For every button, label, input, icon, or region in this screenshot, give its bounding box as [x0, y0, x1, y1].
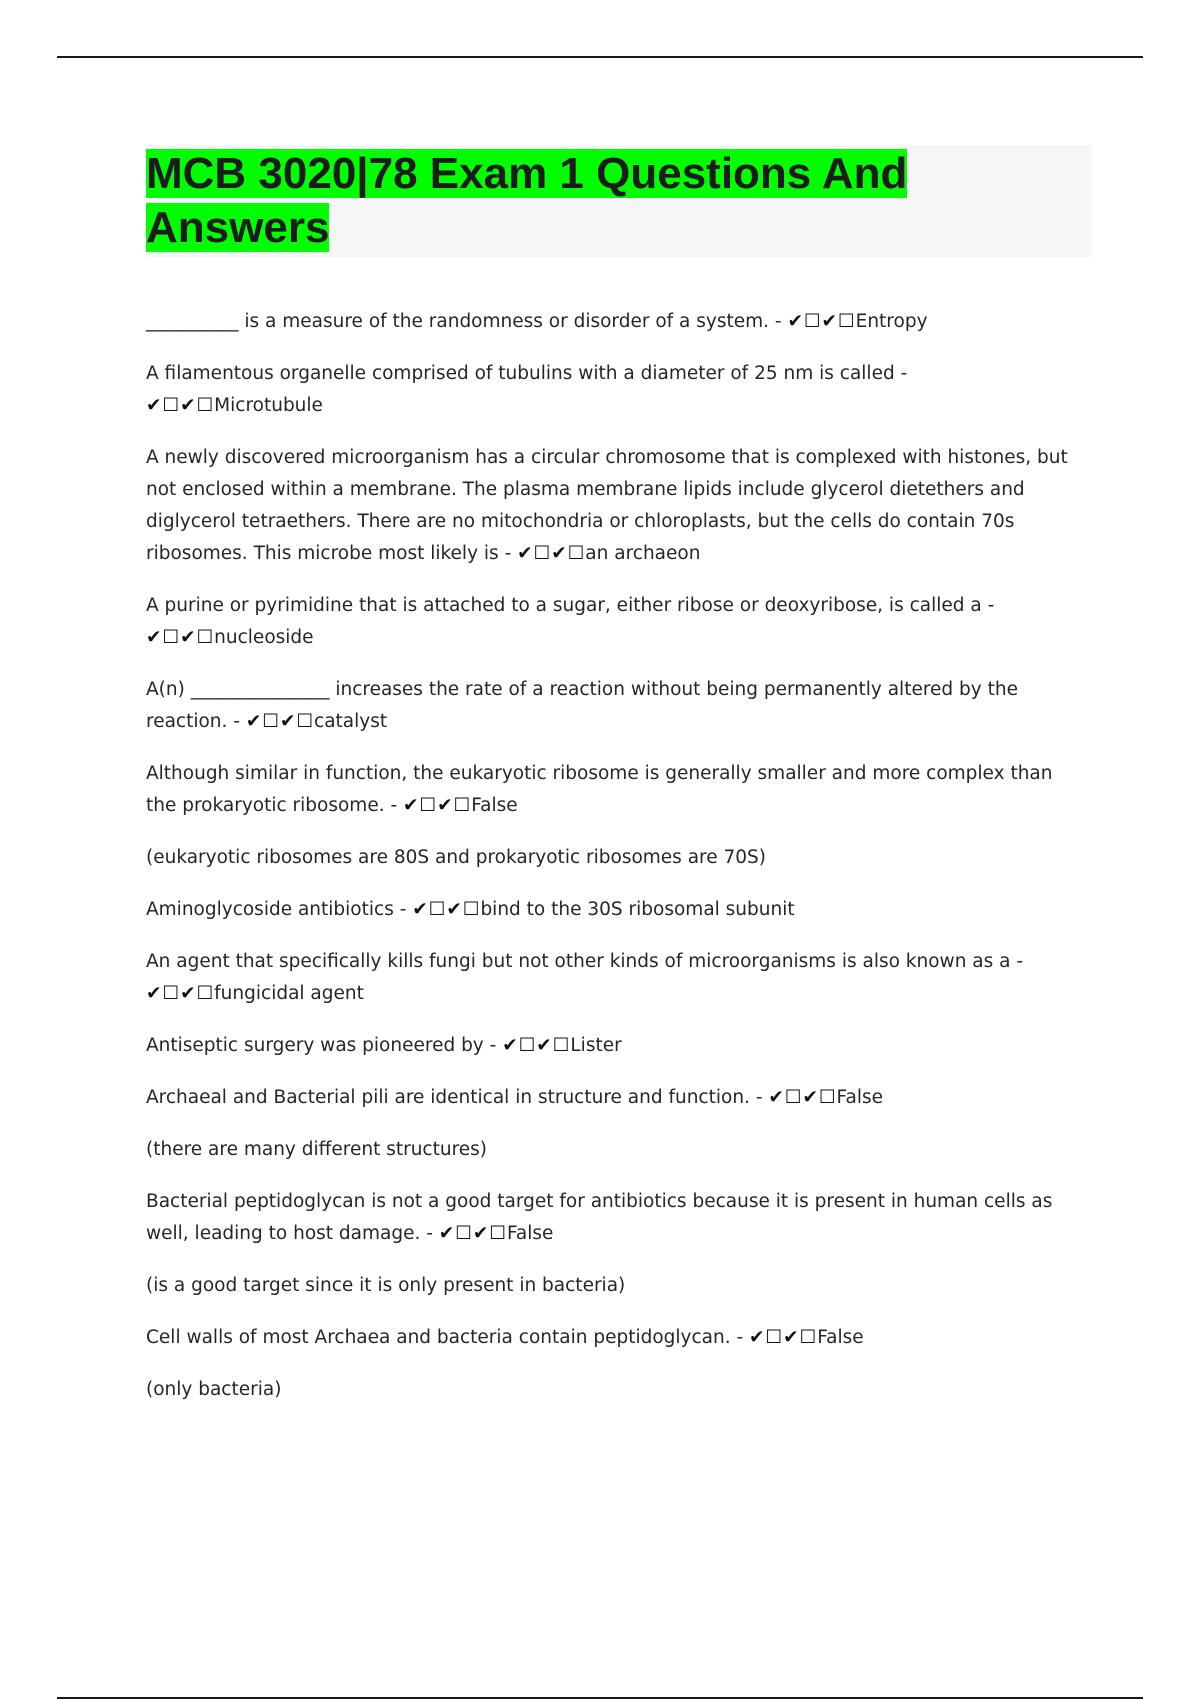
separator: - — [483, 1035, 503, 1056]
answer-text: bind to the 30S ribosomal subunit — [480, 899, 795, 920]
title-band — [146, 145, 1092, 257]
separator: - — [894, 363, 908, 384]
answer-note: (is a good target since it is only present in bacteria) — [146, 1275, 626, 1296]
separator: - — [981, 595, 995, 616]
answer-text: fungicidal agent — [214, 983, 364, 1004]
answer-check-icon: ✔☐✔☐ — [438, 1223, 507, 1244]
question-text: A filamentous organelle comprised of tubulins with a diameter of 25 nm is called — [146, 363, 895, 384]
answer-check-icon: ✔☐✔☐ — [768, 1087, 837, 1108]
qa-list — [146, 306, 1086, 1426]
answer-text: an archaeon — [585, 543, 701, 564]
answer-text: False — [836, 1087, 883, 1108]
qa-item — [146, 674, 1086, 738]
answer-check-icon: ✔☐✔☐ — [146, 627, 215, 648]
qa-item — [146, 1082, 1086, 1114]
answer-text: Lister — [570, 1035, 622, 1056]
separator: - — [420, 1223, 439, 1244]
page-title-text: MCB 3020|78 Exam 1 Questions And Answers — [146, 149, 908, 252]
answer-check-icon: ✔☐✔☐ — [146, 395, 215, 416]
question-text: __________ is a measure of the randomness or disorder of a system. — [146, 311, 770, 332]
answer-text: catalyst — [314, 711, 388, 732]
answer-note: (eukaryotic ribosomes are 80S and prokaryotic ribosomes are 70S) — [146, 847, 766, 868]
qa-item — [146, 442, 1086, 570]
answer-text: False — [817, 1327, 864, 1348]
question-text: An agent that specifically kills fungi but not other kinds of microorganisms is also known as a — [146, 951, 1011, 972]
separator: - — [769, 311, 788, 332]
separator: - — [730, 1327, 750, 1348]
qa-item — [146, 1030, 1086, 1062]
answer-text: False — [471, 795, 518, 816]
separator: - — [384, 795, 404, 816]
answer-text: Entropy — [855, 311, 928, 332]
answer-check-icon: ✔☐✔☐ — [517, 543, 586, 564]
qa-item — [146, 758, 1086, 822]
answer-check-icon: ✔☐✔☐ — [245, 711, 315, 732]
separator: - — [1010, 951, 1024, 972]
top-rule — [57, 56, 1143, 58]
qa-item — [146, 894, 1086, 926]
separator: - — [749, 1087, 769, 1108]
qa-item — [146, 1186, 1086, 1250]
answer-text: Microtubule — [214, 395, 323, 416]
answer-check-icon: ✔☐✔☐ — [403, 795, 472, 816]
question-text: Bacterial peptidoglycan is not a good target for antibiotics because it is present in human cells as well, leading to host damage. — [146, 1191, 1053, 1244]
answer-check-icon: ✔☐✔☐ — [787, 311, 856, 332]
separator: - — [498, 543, 518, 564]
answer-text: nucleoside — [214, 627, 314, 648]
qa-item — [146, 590, 1086, 654]
question-text: Aminoglycoside antibiotics — [146, 899, 394, 920]
question-text: Antiseptic surgery was pioneered by — [146, 1035, 484, 1056]
question-text: A newly discovered microorganism has a circular chromosome that is complexed with histones, but not enclosed within a membrane. The plasma membrane lipids include glycerol dietethers and diglycerol tetraethers. There are no mitochondria or chloroplasts, but the cells do contain 70s ribosomes. This microbe most likely is — [146, 447, 1068, 564]
qa-item — [146, 946, 1086, 1010]
qa-item — [146, 306, 1086, 338]
question-text: Although similar in function, the eukaryotic ribosome is generally smaller and more complex than the prokaryotic ribosome. — [146, 763, 1053, 816]
separator: - — [227, 711, 246, 732]
answer-check-icon: ✔☐✔☐ — [146, 983, 215, 1004]
answer-note: (only bacteria) — [146, 1379, 282, 1400]
separator: - — [393, 899, 413, 920]
answer-check-icon: ✔☐✔☐ — [412, 899, 481, 920]
answer-check-icon: ✔☐✔☐ — [749, 1327, 818, 1348]
qa-item — [146, 358, 1086, 422]
answer-text: False — [506, 1223, 554, 1244]
bottom-rule — [57, 1697, 1143, 1699]
answer-note: (there are many different structures) — [146, 1139, 488, 1160]
question-text: Archaeal and Bacterial pili are identical in structure and function. — [146, 1087, 750, 1108]
question-text: A purine or pyrimidine that is attached to a sugar, either ribose or deoxyribose, is called a — [146, 595, 982, 616]
qa-item — [146, 1322, 1086, 1354]
page-title — [146, 145, 1006, 255]
question-text: A(n) _______________ increases the rate of a reaction without being permanently altered by the reaction. — [146, 679, 1018, 732]
answer-check-icon: ✔☐✔☐ — [502, 1035, 571, 1056]
question-text: Cell walls of most Archaea and bacteria contain peptidoglycan. — [146, 1327, 731, 1348]
